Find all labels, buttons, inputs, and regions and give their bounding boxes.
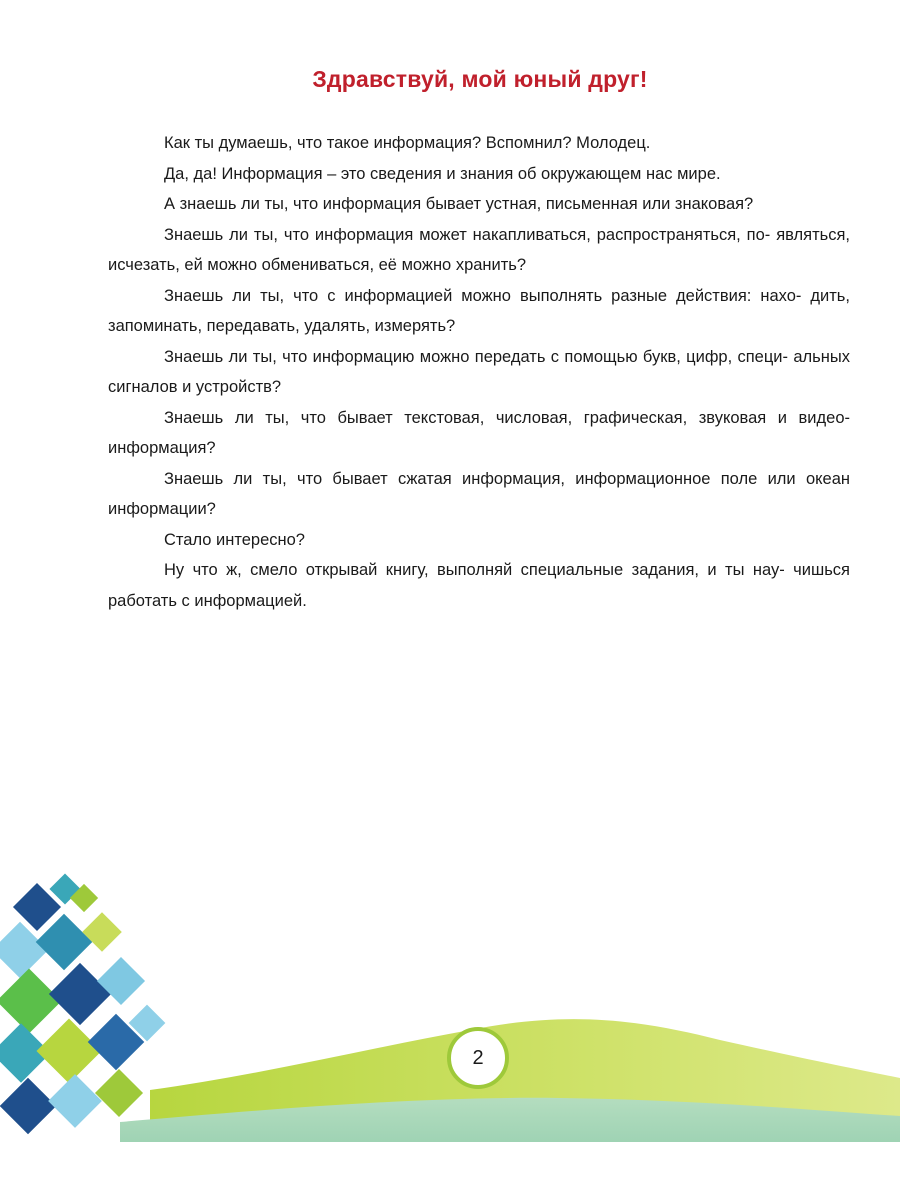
text-line: А знаешь ли ты, что информация бывает устная, письменная или знаковая? — [164, 195, 754, 213]
text-line: являться, исчезать, ей можно обмениваться, её можно хранить? — [108, 225, 850, 274]
paragraph — [108, 342, 850, 403]
text-line: информация? — [108, 439, 216, 457]
intro-text — [108, 128, 850, 616]
paragraph — [108, 281, 850, 342]
text-line: Ну что ж, смело открывай книгу, выполняй специальные задания, и ты нау- — [164, 561, 785, 579]
text-line: Да, да! Информация – это сведения и знания об окружающем нас мире. — [164, 164, 721, 183]
text-line: океан информации? — [108, 469, 850, 518]
paragraph — [108, 525, 850, 556]
paragraph — [108, 159, 850, 190]
text-line: Знаешь ли ты, что бывает сжатая информация, информационное поле или — [164, 469, 796, 488]
tile-pattern — [0, 873, 165, 1134]
text-line: Стало интересно? — [164, 530, 305, 549]
page-number-badge — [447, 1027, 517, 1097]
text-line: Знаешь ли ты, что информация может накапливаться, распространяться, по- — [164, 225, 771, 244]
paragraph — [108, 464, 850, 525]
paragraph — [108, 555, 850, 616]
text-line: дить, запоминать, передавать, удалять, измерять? — [108, 286, 850, 335]
text-line: чишься работать с информацией. — [108, 561, 850, 610]
text-line: альных сигналов и устройств? — [108, 347, 850, 396]
text-line: Знаешь ли ты, что бывает текстовая, числовая, графическая, звуковая и видео- — [164, 408, 850, 427]
page-title: Здравствуй, мой юный друг! — [312, 66, 648, 92]
paragraph — [108, 189, 850, 220]
text-line: Как ты думаешь, что такое информация? Вспомнил? Молодец. — [164, 134, 651, 152]
text-line: Знаешь ли ты, что информацию можно передать с помощью букв, цифр, специ- — [164, 347, 789, 366]
paragraph — [108, 403, 850, 464]
text-line: Знаешь ли ты, что с информацией можно выполнять разные действия: нахо- — [164, 286, 802, 305]
paragraph — [108, 220, 850, 281]
page-number: 2 — [472, 1047, 484, 1069]
paragraph — [108, 128, 850, 159]
